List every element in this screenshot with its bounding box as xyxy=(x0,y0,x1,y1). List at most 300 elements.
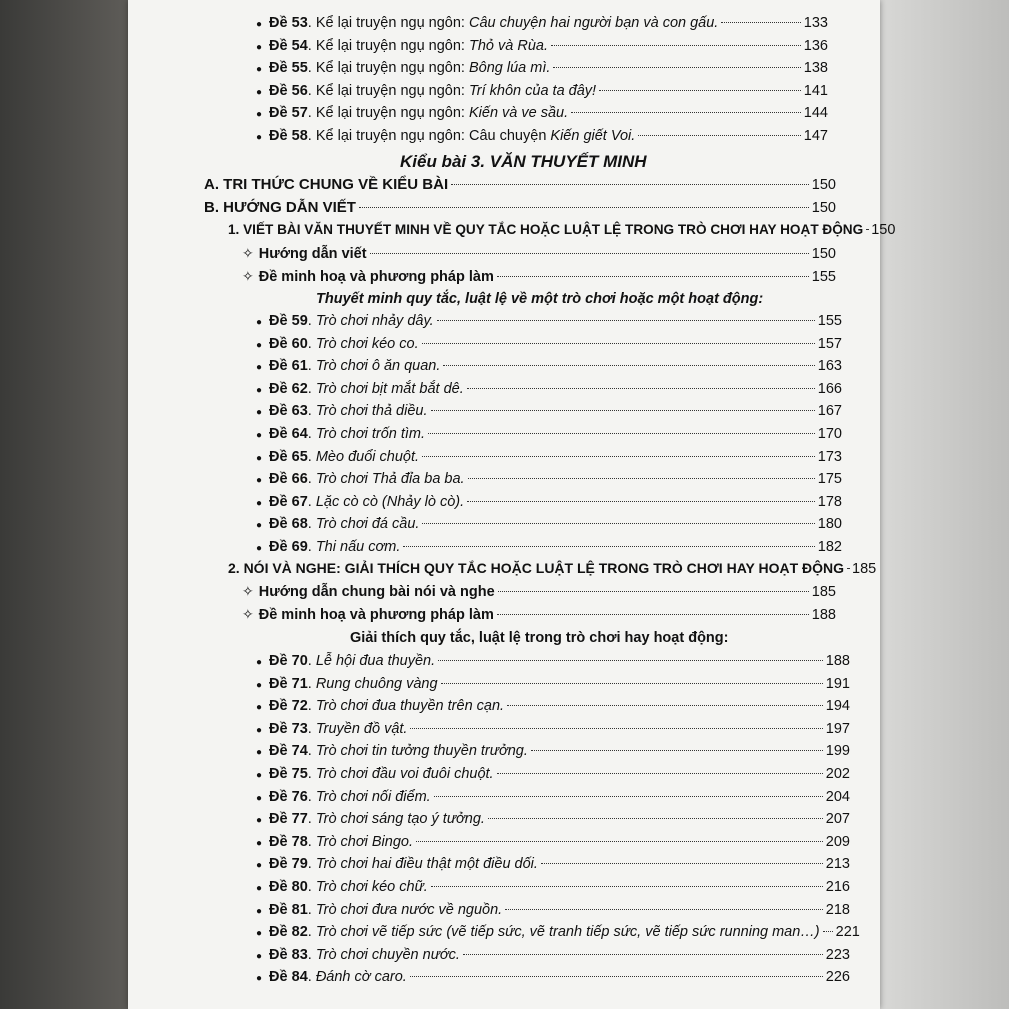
entry-label: ● Đề 65. Mèo đuổi chuột. xyxy=(256,448,420,465)
toc-entry[interactable] xyxy=(256,695,850,717)
entry-label: ● Đề 56. Kể lại truyện ngụ ngôn: Trí khôn của ta đây! xyxy=(256,82,597,99)
entry-number: 79 xyxy=(291,856,308,873)
toc-entry[interactable] xyxy=(256,786,850,808)
leader-dots xyxy=(551,45,801,46)
guide-1-label: Hướng dẫn viết xyxy=(258,246,367,262)
entry-de: Đề xyxy=(269,37,288,54)
entry-de: Đề xyxy=(269,743,288,760)
entry-text: Kể lại truyện ngụ ngôn: xyxy=(315,37,469,54)
bullet-icon: ● xyxy=(256,19,263,30)
page-number: 182 xyxy=(817,539,842,555)
entry-label: ● Đề 54. Kể lại truyện ngụ ngôn: Thỏ và Rùa. xyxy=(256,37,548,54)
bullet-icon: ● xyxy=(256,475,263,487)
bullet-icon: ● xyxy=(256,770,263,781)
bullet-icon: ● xyxy=(256,452,263,464)
entry-label: ● Đề 81. Trò chơi đưa nước về nguồn. xyxy=(256,901,503,918)
entry-label: ● Đề 59. Trò chơi nhảy dây. xyxy=(256,313,434,329)
entry-de: Đề xyxy=(269,653,288,669)
entry-number: 73 xyxy=(291,720,308,737)
entry-title: Thi nấu cơm. xyxy=(315,539,401,555)
entry-title: Trò chơi hai điều thật một điều dối. xyxy=(315,856,538,873)
entry-title: Trò chơi đầu voi đuôi chuột. xyxy=(315,766,494,782)
page-number: 185 xyxy=(811,584,836,600)
bullet-icon: ● xyxy=(256,883,263,894)
page-number: 188 xyxy=(825,653,850,669)
bullet-icon: ● xyxy=(256,702,263,714)
entry-title: Truyền đồ vật. xyxy=(315,720,408,737)
page-number: 167 xyxy=(817,403,842,420)
entry-de: Đề xyxy=(269,403,288,420)
toc-entry[interactable] xyxy=(256,491,842,513)
entry-number: 74 xyxy=(291,743,308,760)
bullet-icon: ● xyxy=(256,430,263,441)
leader-dots xyxy=(498,591,809,592)
bullet-icon: ● xyxy=(256,407,263,419)
entry-label: ● Đề 61. Trò chơi ô ăn quan. xyxy=(256,358,441,375)
page-number: 188 xyxy=(811,607,836,623)
page-number: 218 xyxy=(825,901,850,918)
section-a-label: A. TRI THỨC CHUNG VỀ KIỂU BÀI xyxy=(204,176,449,193)
entry-title: Kiến và ve sầu. xyxy=(469,105,569,122)
toc-entry[interactable] xyxy=(256,468,842,490)
entry-number: 64 xyxy=(291,426,308,442)
entry-title: Trí khôn của ta đây! xyxy=(469,82,597,99)
toc-entry[interactable] xyxy=(256,513,842,535)
leader-dots xyxy=(428,433,815,434)
leader-dots xyxy=(443,365,814,366)
bullet-icon: ● xyxy=(256,815,263,827)
section-b-label: B. HƯỚNG DẪN VIẾT xyxy=(204,199,356,216)
bullet-icon: ● xyxy=(256,543,263,554)
entry-number: 69 xyxy=(291,539,308,555)
section-3-title xyxy=(400,152,647,172)
toc-example-1[interactable] xyxy=(242,265,836,287)
toc-entry[interactable] xyxy=(256,944,850,966)
entry-de: Đề xyxy=(269,426,288,442)
entry-title: Câu chuyện hai người bạn và con gấu. xyxy=(469,15,719,31)
bullet-icon: ● xyxy=(256,132,263,143)
bullet-icon: ● xyxy=(256,860,263,872)
toc-section-a[interactable] xyxy=(204,174,836,196)
toc-entry[interactable] xyxy=(256,35,828,57)
entry-title: Trò chơi đua thuyền trên cạn. xyxy=(315,698,505,715)
bullet-icon: ● xyxy=(256,339,263,351)
entry-de: Đề xyxy=(269,128,288,144)
entry-title: Trò chơi tin tưởng thuyền trưởng. xyxy=(315,743,528,760)
entry-de: Đề xyxy=(269,82,288,99)
section-3-main: 3. VĂN THUYẾT MINH xyxy=(470,152,647,171)
entry-de: Đề xyxy=(269,924,288,941)
entry-de: Đề xyxy=(269,313,288,329)
entry-number: 54 xyxy=(291,37,308,54)
bullet-icon: ● xyxy=(256,384,263,396)
page-number: 180 xyxy=(817,516,842,533)
entry-number: 66 xyxy=(291,471,308,488)
entry-title: Rung chuông vàng xyxy=(315,675,438,692)
entry-number: 77 xyxy=(291,811,308,828)
toc-entry[interactable] xyxy=(256,921,860,943)
entry-label: ● Đề 84. Đánh cờ caro. xyxy=(256,969,407,986)
entry-title: Trò chơi ô ăn quan. xyxy=(315,358,441,375)
page-number: 150 xyxy=(871,222,896,238)
entry-number: 63 xyxy=(291,403,308,420)
page-number: 226 xyxy=(825,969,850,986)
toc-guide-1[interactable] xyxy=(242,242,836,264)
toc-guide-2[interactable] xyxy=(242,580,836,602)
entry-title: Trò chơi sáng tạo ý tưởng. xyxy=(315,811,485,828)
entry-label: ● Đề 67. Lặc cò cò (Nhảy lò cò). xyxy=(256,493,465,510)
entry-number: 78 xyxy=(291,833,308,850)
entry-label: ● Đề 72. Trò chơi đua thuyền trên cạn. xyxy=(256,698,505,715)
entry-title: Lặc cò cò (Nhảy lò cò). xyxy=(315,493,465,510)
leader-dots xyxy=(531,750,823,751)
bullet-icon: ● xyxy=(256,497,263,509)
page-number: 150 xyxy=(811,200,836,216)
diamond-bullet-icon: ✧ xyxy=(242,245,254,261)
entry-de: Đề xyxy=(269,766,288,782)
entry-de: Đề xyxy=(269,471,288,488)
leader-dots xyxy=(416,841,823,842)
leader-dots xyxy=(431,410,815,411)
toc-entry[interactable] xyxy=(256,333,842,355)
entry-number: 76 xyxy=(291,788,308,805)
leader-dots xyxy=(422,456,815,457)
page-number: 204 xyxy=(825,788,850,805)
entry-number: 62 xyxy=(291,380,308,397)
toc-entry[interactable] xyxy=(256,102,828,124)
entry-label: ● Đề 73. Truyền đồ vật. xyxy=(256,720,408,737)
entry-number: 53 xyxy=(291,15,308,31)
subsection-2-label: 2. NÓI VÀ NGHE: GIẢI THÍCH QUY TẮC HOẶC LUẬT LỆ TRONG TRÒ CHƠI HAY HOẠT ĐỘNG xyxy=(228,560,845,576)
entry-number: 83 xyxy=(291,946,308,963)
diamond-bullet-icon: ✧ xyxy=(242,606,254,622)
entry-number: 72 xyxy=(291,698,308,715)
entry-title: Trò chơi nối điểm. xyxy=(315,788,431,805)
leader-dots xyxy=(599,90,801,91)
entry-title: Trò chơi Bingo. xyxy=(315,833,413,850)
page-number: 136 xyxy=(803,37,828,54)
entry-label: ● Đề 64. Trò chơi trốn tìm. xyxy=(256,426,426,442)
toc-entry[interactable] xyxy=(256,853,850,875)
leader-dots xyxy=(553,67,800,68)
entry-number: 71 xyxy=(291,675,308,692)
entry-de: Đề xyxy=(269,105,288,122)
page-number: 157 xyxy=(817,335,842,352)
bullet-icon: ● xyxy=(256,837,263,849)
leader-dots xyxy=(823,931,833,932)
entry-de: Đề xyxy=(269,833,288,850)
toc-entry[interactable] xyxy=(256,57,828,79)
page-number: 138 xyxy=(803,60,828,77)
bullet-icon: ● xyxy=(256,64,263,76)
page-number: 150 xyxy=(811,177,836,193)
entry-de: Đề xyxy=(269,675,288,692)
subsection-1-label: 1. VIẾT BÀI VĂN THUYẾT MINH VỀ QUY TẮC HOẶC LUẬT LỆ TRONG TRÒ CHƠI HAY HOẠT ĐỘNG xyxy=(228,222,864,237)
entry-de: Đề xyxy=(269,493,288,510)
entry-number: 81 xyxy=(291,901,308,918)
entry-title: Trò chơi kéo chữ. xyxy=(315,879,428,895)
page-number: 199 xyxy=(825,743,850,760)
leader-dots xyxy=(541,863,823,864)
entry-label: ● Đề 74. Trò chơi tin tưởng thuyền trưởng. xyxy=(256,743,528,760)
leader-dots xyxy=(468,478,815,479)
page-number: 213 xyxy=(825,856,850,873)
toc-example-2[interactable] xyxy=(242,603,836,625)
entry-title: Bông lúa mì. xyxy=(469,60,551,77)
toc-entry[interactable] xyxy=(256,446,842,468)
page-number: 191 xyxy=(825,675,850,692)
toc-entry[interactable] xyxy=(256,673,850,695)
leader-dots xyxy=(507,705,823,706)
page-number: 175 xyxy=(817,471,842,488)
entry-de: Đề xyxy=(269,946,288,963)
page-number: 150 xyxy=(811,246,836,262)
toc-entry[interactable] xyxy=(256,876,850,898)
bullet-icon: ● xyxy=(256,86,263,98)
leader-dots xyxy=(497,276,809,277)
entry-number: 84 xyxy=(291,969,308,986)
entry-de: Đề xyxy=(269,901,288,918)
bullet-icon: ● xyxy=(256,362,263,374)
leader-dots xyxy=(434,796,823,797)
entry-title: Trò chơi nhảy dây. xyxy=(315,313,434,329)
entry-label: ● Đề 82. Trò chơi vẽ tiếp sức (vẽ tiếp sức, vẽ tranh tiếp sức, vẽ tiếp sức running man…) xyxy=(256,924,820,941)
entry-number: 70 xyxy=(291,653,308,669)
page-number: 221 xyxy=(835,924,860,941)
entry-de: Đề xyxy=(269,856,288,873)
entry-de: Đề xyxy=(269,516,288,533)
entry-title: Trò chơi trốn tìm. xyxy=(315,426,426,442)
page-number: 216 xyxy=(825,879,850,895)
toc-entry[interactable] xyxy=(256,899,850,921)
leader-dots xyxy=(866,229,868,230)
toc-entry[interactable] xyxy=(256,355,842,377)
theme-1-heading: Thuyết minh quy tắc, luật lệ về một trò chơi hoặc một hoạt động: xyxy=(316,291,764,307)
page-number: 147 xyxy=(803,128,828,144)
entry-de: Đề xyxy=(269,879,288,895)
leader-dots xyxy=(497,773,823,774)
entry-number: 82 xyxy=(291,924,308,941)
guide-2-label: Hướng dẫn chung bài nói và nghe xyxy=(258,584,495,600)
leader-dots xyxy=(441,683,823,684)
page-number: 155 xyxy=(817,313,842,329)
page-number: 170 xyxy=(817,426,842,442)
entry-label: ● Đề 69. Thi nấu cơm. xyxy=(256,539,401,555)
leader-dots xyxy=(438,660,823,661)
leader-dots xyxy=(571,112,801,113)
entry-label: ● Đề 83. Trò chơi chuyền nước. xyxy=(256,946,460,963)
bullet-icon: ● xyxy=(256,109,263,121)
entry-number: 75 xyxy=(291,766,308,782)
entry-number: 67 xyxy=(291,493,308,510)
entry-label: ● Đề 77. Trò chơi sáng tạo ý tưởng. xyxy=(256,811,485,828)
toc-entry[interactable] xyxy=(256,650,850,672)
entry-title: Lễ hội đua thuyền. xyxy=(315,653,436,669)
entry-label: ● Đề 70. Lễ hội đua thuyền. xyxy=(256,653,436,669)
section-3-prefix: Kiểu bài xyxy=(400,152,471,171)
theme-2-heading: Giải thích quy tắc, luật lệ trong trò chơi hay hoạt động: xyxy=(350,630,729,646)
entry-label: ● Đề 66. Trò chơi Thả đỉa ba ba. xyxy=(256,471,465,488)
entry-de: Đề xyxy=(269,380,288,397)
leader-dots xyxy=(488,818,823,819)
page-number: 155 xyxy=(811,269,836,285)
entry-de: Đề xyxy=(269,811,288,828)
toc-entry[interactable] xyxy=(256,400,842,422)
toc-entry[interactable] xyxy=(256,808,850,830)
page-number: 185 xyxy=(852,561,877,577)
leader-dots xyxy=(721,22,800,23)
bullet-icon: ● xyxy=(256,657,263,668)
entry-title: Trò chơi bịt mắt bắt dê. xyxy=(315,380,464,397)
facing-page-background xyxy=(879,0,1009,1009)
entry-label: ● Đề 80. Trò chơi kéo chữ. xyxy=(256,879,428,895)
entry-number: 68 xyxy=(291,516,308,533)
entry-number: 55 xyxy=(291,60,308,77)
entry-title: Trò chơi kéo co. xyxy=(315,335,419,352)
toc-entry[interactable] xyxy=(256,966,850,988)
leader-dots xyxy=(467,388,815,389)
entry-label: ● Đề 68. Trò chơi đá cầu. xyxy=(256,516,420,533)
leader-dots xyxy=(410,976,823,977)
page-number: 173 xyxy=(817,448,842,465)
page-number: 166 xyxy=(817,380,842,397)
entry-text: Kể lại truyện ngụ ngôn: xyxy=(315,105,469,122)
leader-dots xyxy=(847,568,849,569)
toc-entry[interactable] xyxy=(256,12,828,34)
entry-title: Trò chơi thả diều. xyxy=(315,403,428,420)
leader-dots xyxy=(359,207,809,208)
example-2-label: Đề minh hoạ và phương pháp làm xyxy=(258,607,494,623)
entry-de: Đề xyxy=(269,720,288,737)
entry-title: Thỏ và Rùa. xyxy=(469,37,548,54)
entry-title: Trò chơi vẽ tiếp sức (vẽ tiếp sức, vẽ tranh tiếp sức, vẽ tiếp sức running man…) xyxy=(315,924,820,941)
entry-label: ● Đề 78. Trò chơi Bingo. xyxy=(256,833,413,850)
entry-label: ● Đề 55. Kể lại truyện ngụ ngôn: Bông lúa mì. xyxy=(256,60,551,77)
book-page xyxy=(128,0,896,1009)
entry-title: Trò chơi đá cầu. xyxy=(315,516,420,533)
bullet-icon: ● xyxy=(256,792,263,804)
entry-text: Kể lại truyện ngụ ngôn: xyxy=(315,60,469,77)
bullet-icon: ● xyxy=(256,41,263,53)
entry-de: Đề xyxy=(269,335,288,352)
leader-dots xyxy=(431,886,823,887)
leader-dots xyxy=(505,909,823,910)
bullet-icon: ● xyxy=(256,905,263,917)
toc-entry[interactable] xyxy=(256,831,850,853)
leader-dots xyxy=(403,546,814,547)
leader-dots xyxy=(437,320,815,321)
page-number: 178 xyxy=(817,493,842,510)
leader-dots xyxy=(463,954,823,955)
bullet-icon: ● xyxy=(256,973,263,985)
bullet-icon: ● xyxy=(256,520,263,532)
entry-de: Đề xyxy=(269,15,288,31)
bullet-icon: ● xyxy=(256,928,263,940)
entry-title: Trò chơi đưa nước về nguồn. xyxy=(315,901,503,918)
page-number: 197 xyxy=(825,720,850,737)
entry-title: Đánh cờ caro. xyxy=(315,969,407,986)
toc-entry[interactable] xyxy=(256,740,850,762)
entry-label: ● Đề 75. Trò chơi đầu voi đuôi chuột. xyxy=(256,766,494,782)
entry-de: Đề xyxy=(269,448,288,465)
entry-title: Mèo đuổi chuột. xyxy=(315,448,420,465)
page-number: 202 xyxy=(825,766,850,782)
leader-dots xyxy=(370,253,809,254)
leader-dots xyxy=(410,728,822,729)
entry-de: Đề xyxy=(269,698,288,715)
entry-number: 65 xyxy=(291,448,308,465)
leader-dots xyxy=(422,343,815,344)
entry-number: 80 xyxy=(291,879,308,895)
entry-number: 60 xyxy=(291,335,308,352)
page-number: 163 xyxy=(817,358,842,375)
toc-entry[interactable] xyxy=(256,763,850,785)
bullet-icon: ● xyxy=(256,679,263,691)
entry-de: Đề xyxy=(269,969,288,986)
entry-number: 58 xyxy=(291,128,308,144)
leader-dots xyxy=(422,523,814,524)
entry-text: Kể lại truyện ngụ ngôn: xyxy=(315,15,469,31)
toc-section-b[interactable] xyxy=(204,197,836,219)
toc-entry[interactable] xyxy=(256,423,842,445)
entry-title: Kiến giết Voi. xyxy=(550,128,636,144)
leader-dots xyxy=(467,501,815,502)
desk-background-left xyxy=(0,0,128,1009)
toc-entry[interactable] xyxy=(256,378,842,400)
page-number: 141 xyxy=(803,82,828,99)
entry-de: Đề xyxy=(269,788,288,805)
bullet-icon: ● xyxy=(256,950,263,962)
entry-label: ● Đề 60. Trò chơi kéo co. xyxy=(256,335,419,352)
toc-entry[interactable] xyxy=(256,536,842,558)
page-number: 194 xyxy=(825,698,850,715)
entry-number: 57 xyxy=(291,105,308,122)
page-number: 207 xyxy=(825,811,850,828)
entry-label: ● Đề 62. Trò chơi bịt mắt bắt dê. xyxy=(256,380,464,397)
toc-subsection-1[interactable] xyxy=(228,219,896,241)
entry-title: Trò chơi chuyền nước. xyxy=(315,946,460,963)
toc-entry[interactable] xyxy=(256,80,828,102)
entry-text: Kể lại truyện ngụ ngôn: xyxy=(315,82,469,99)
leader-dots xyxy=(497,614,809,615)
entry-number: 61 xyxy=(291,358,308,375)
entry-number: 59 xyxy=(291,313,308,329)
entry-de: Đề xyxy=(269,358,288,375)
toc-subsection-2[interactable] xyxy=(228,557,877,579)
toc-entry[interactable] xyxy=(256,718,850,740)
toc-entry[interactable] xyxy=(256,125,828,147)
entry-de: Đề xyxy=(269,60,288,77)
leader-dots xyxy=(451,184,809,185)
entry-label: ● Đề 79. Trò chơi hai điều thật một điều dối. xyxy=(256,856,538,873)
bullet-icon: ● xyxy=(256,747,263,759)
page-number: 223 xyxy=(825,946,850,963)
leader-dots xyxy=(638,135,800,136)
entry-de: Đề xyxy=(269,539,288,555)
diamond-bullet-icon: ✧ xyxy=(242,583,254,599)
page-number: 209 xyxy=(825,833,850,850)
entry-label: ● Đề 58. Kể lại truyện ngụ ngôn: Câu chuyện Kiến giết Voi. xyxy=(256,128,636,144)
entry-label: ● Đề 53. Kể lại truyện ngụ ngôn: Câu chuyện hai người bạn và con gấu. xyxy=(256,15,719,31)
bullet-icon: ● xyxy=(256,724,263,736)
entry-label: ● Đề 76. Trò chơi nối điểm. xyxy=(256,788,431,805)
page-number: 133 xyxy=(803,15,828,31)
example-1-label: Đề minh hoạ và phương pháp làm xyxy=(258,269,494,285)
diamond-bullet-icon: ✧ xyxy=(242,268,254,284)
entry-number: 56 xyxy=(291,82,308,99)
bullet-icon: ● xyxy=(256,317,263,328)
toc-entry[interactable] xyxy=(256,310,842,332)
